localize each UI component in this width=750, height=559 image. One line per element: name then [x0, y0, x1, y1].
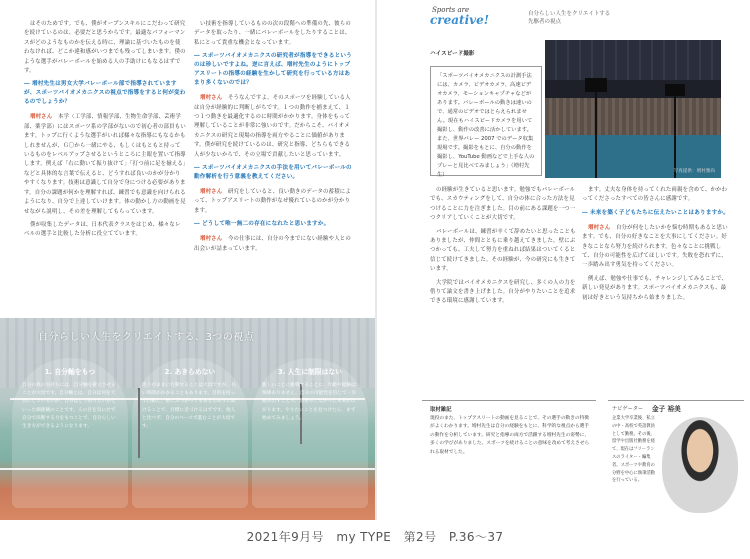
right-column-2	[582, 186, 730, 307]
navigator-portrait	[662, 417, 738, 513]
interview-question: ― どうして唯一無二の存在になれたと思いますか。	[194, 221, 330, 228]
feature-points	[12, 358, 372, 518]
paragraph	[582, 224, 730, 271]
page-gutter	[375, 0, 377, 520]
speaker-label: 増村さん	[200, 189, 223, 196]
issue-footer: 2021年9月号 my TYPE 第2号 P.36～37	[246, 530, 504, 544]
paragraph	[24, 113, 186, 216]
paragraph	[194, 188, 354, 216]
tagline-line: 自分らしい人生をクリエイトする	[528, 11, 611, 17]
arena-stands	[545, 98, 721, 136]
paragraph-text: 本学（工学部、情報学部、生物生命学部、芸術学部、薬学部）にはスポーツ系の学部がないので初心者の部員もいます。トップに行くような選手がいれば様々な指導にもなるかもしれませんが、Ｇ〇から一緒にやる、もしくはもともと持っているものをレベルアップさせるというところに主眼を置いて指導します。例えば「右に動いて振り抜けて」「打つ前に足を揃える」などと具体的な言葉で伝えると、どうすれば良いのかが分かりやすくなります。技術は意識して自分で身につける必要があります。自分の課題が何かを理解すれば、練習でも意識を向けられるようになり、自分で上達していけます。体の動かし方の動画を見せながら説明し、その差を理解してもらっています。	[24, 114, 186, 215]
quote-text: 「スポーツバイオメカニクスの計測手法には、カメラ、ビデオカメラ、高速ビデオカメラ、モーションキャプチャなどがあります。バレーボールの動きは速いので、通常のビデオではとらえられません。現在もハイスピードカメラを用いて撮影し、動作の改善に活かしています。また、世界バレー 2007 でのデータ収集現場です。撮影をもとに、自分の動作を撮影し、YouTube 動画などで上手な人のプレーと見比べてみましょう」（増村先生）	[437, 73, 535, 178]
editor-notes	[422, 400, 596, 521]
interview-question: ― 未来を築く子どもたちに伝えたいことはありますか。	[582, 209, 729, 216]
photo-credit: 写真提供：増村雅尚	[673, 169, 715, 174]
feature-point-2	[132, 358, 248, 508]
feature-title: 自分らしい人生をクリエイトする、3つの視点	[38, 332, 255, 343]
speaker-label: 増村さん	[200, 236, 223, 243]
tripod-leg	[674, 96, 676, 178]
left-page	[0, 0, 375, 520]
point-heading: 3. 人生に制限はない	[277, 368, 343, 376]
interview-question: ― 増村先生は男女大学バレーボール部で指導されていますが、スポーツバイオメカニクスの視点で指導をすると何が変わるのでしょうか？	[24, 81, 186, 106]
paragraph: の経験が生きていると思います。勉強でもバレーボールでも、スカウティングをして、自分の体に合った方法を見つけることに力を注ぎました。目の前にある課題を一つ一つクリアしていくことが大切です。	[430, 187, 576, 222]
paragraph: 例えば、勉強や仕事でも、チャレンジしてみることで、新しい発見があります。スポーツバイオメカニクスも、最初は好きという気持ちから始まりました。	[582, 275, 728, 301]
navigator-label: ナビゲーター	[612, 406, 644, 412]
paragraph: ます。丈夫な身体を持ってくれた両親を含めて、かかわってくださったすべての皆さんに感謝です。	[582, 187, 728, 203]
point-heading: 1. 自分軸をもつ	[44, 368, 96, 376]
logo-big-text: creative!	[430, 13, 490, 27]
paragraph-text: 研究をしていると、良い動きのデータの蓄積によって、トップアスリートの動作がなぜ優れているのかが分かります。	[194, 189, 351, 214]
speaker-label: 増村さん	[30, 114, 53, 121]
notes-heading: 取材雑記	[430, 407, 452, 413]
paragraph: い技術を指導しているものの次の段階への準備の先、彼らのデータを取ったり、一緒にバレーボールをしたりすることは、私にとって貴重な機会となっています。	[194, 21, 351, 46]
paragraph	[194, 235, 354, 254]
interview-question: ― スポーツバイオメカニクスの研究者が指導をできるというのは珍しいですよね。逆に言えば、増村先生のようにトップアスリートの指導の経験を生かして研究を行っている方はあまり多くないのでは？	[194, 53, 352, 87]
arena-ceiling	[545, 40, 721, 80]
camera-icon	[665, 84, 685, 96]
paragraph-text: 今の仕事には、自分の今までにない経験や人との出会いが詰まっています。	[194, 236, 351, 252]
high-speed-camera-photo	[545, 40, 721, 178]
sports-are-creative-logo	[430, 6, 514, 34]
interview-question: ― スポーツバイオメカニクスの手法を用いてバレーボールの動作解析を行う意義を教えてください。	[194, 165, 352, 181]
point-text: 思うがままに行動することは大切ですが、長い時間がかかることもあります。目的を持って行動し、壁にぶつかってもあきらめずに続けることで、目標に近づけるはずです。他人と比べず、自分のペースで進むことが大切です。	[142, 383, 236, 430]
point-heading: 2. あきらめない	[164, 368, 216, 376]
photo-heading: ハイスピード撮影	[430, 51, 475, 57]
left-column-2	[194, 20, 354, 258]
paragraph	[194, 94, 354, 160]
left-column-1	[24, 20, 186, 244]
camera-icon	[585, 78, 607, 92]
navigator-profile	[608, 400, 744, 521]
tripod-leg	[595, 92, 597, 178]
paragraph-text: 自分が何をしたいかを悩む時期もあると思います。でも、自分の好きなことを大事にしてください。好きなことなら努力を続けられます。色々なことに挑戦して、自分の可能性を広げてほしいです。失敗を恐れずに、一歩踏み出す勇気を持ってください。	[582, 224, 728, 269]
gym-court-photo	[0, 318, 375, 520]
series-tagline	[528, 10, 610, 26]
right-column-1	[430, 186, 576, 311]
point-text: 新しいことに挑戦することに、年齢や経験は関係ありません。自分の可能性を信じて一歩踏み出すことで、想像もしなかった未来が広がります。やりたいことを見つけたら、まず始めてみましょう。	[262, 383, 357, 421]
speaker-label: 増村さん	[588, 224, 611, 231]
paragraph: バレーボールは、練習が辛くて辞めたいと思ったこともありましたが、仲間とともに乗り越えてきました。壁にぶつかっても、工夫して努力を重ねれば結果はついてくると信じて続けてきました。その経験が、今の研究にも生きています。	[430, 228, 576, 273]
feature-point-1	[12, 358, 128, 508]
paragraph: 僕が収集したデータは、日本代表クラスをはじめ、様々なレベルの選手と比較した分析に役立てています。	[24, 221, 181, 238]
logo-small-text: Sports are	[432, 6, 470, 14]
photo-quote-box	[430, 66, 542, 176]
navigator-name: 金子 裕美	[652, 405, 681, 413]
paragraph-text: そうなんですよ。そのスポーツを経験している人は自分が経験的に判断しがちです。１つの動作を捕まえて、１つ１つ動きを最適化するのに時間がかかります。身体をもって理解していることが非常に強いのです。だからこそ、バイオメカニクスの研究と現場の指導を両方やることに価値があります。僕が研究を続けているのは、研究と指導、どちらもできる人が少ないからで、その立場で貢献したいと思っています。	[194, 95, 351, 158]
feature-point-3	[252, 358, 368, 508]
paragraph: 大学院ではバイオメカニクスを研究し、多くの人の力を借りて論文を書き上げました。自分がやりたいことを追求できる環境に感謝しています。	[430, 279, 576, 305]
navigator-bio: 企業大学卒業後、私立の中・高校で英語教員として勤務。その後、留学や出版社勤務を経て、現在はフリーランスのライター・編集者。スポーツや教育の分野を中心に執筆活動を行っている。	[612, 416, 655, 484]
paragraph: はそのためです。でも、僕がオープンスキルにこだわって研究を続けているのは、必要だと思うからです。最適なパフォーマンスがどのようなものかを伝える時に、理論に基づいたものを使わなければ、どこか違和感がいつまでも残ってしまいます。僕のような選手がバレーボールを始める人の手助けにもなるはずです。	[24, 21, 186, 75]
point-text: 自分の真の気持ちには、自分軸を確立させることが大切です。自分軸とは、自分は何を大切にしているのか、自分はどうありたいかといった価値観のことです。人の目を気にせず、自分で決断する力をもつことで、自分らしい生き方ができるようになります。	[22, 383, 120, 430]
speaker-label: 増村さん	[200, 95, 223, 102]
notes-text: 現役のまた、トップアスリートの動画を見ることで、その選手の動きの特徴がよくわかります。増村先生は自分の経験をもとに、科学的な視点から選手の動作を分析しています。研究と指導の両方で活躍する増村先生の姿勢に、多くの学びがありました。スポーツを続けることの意味を改めて考えさせられる取材でした。	[430, 416, 590, 455]
tagline-line: 先駆者の視点	[528, 19, 562, 25]
